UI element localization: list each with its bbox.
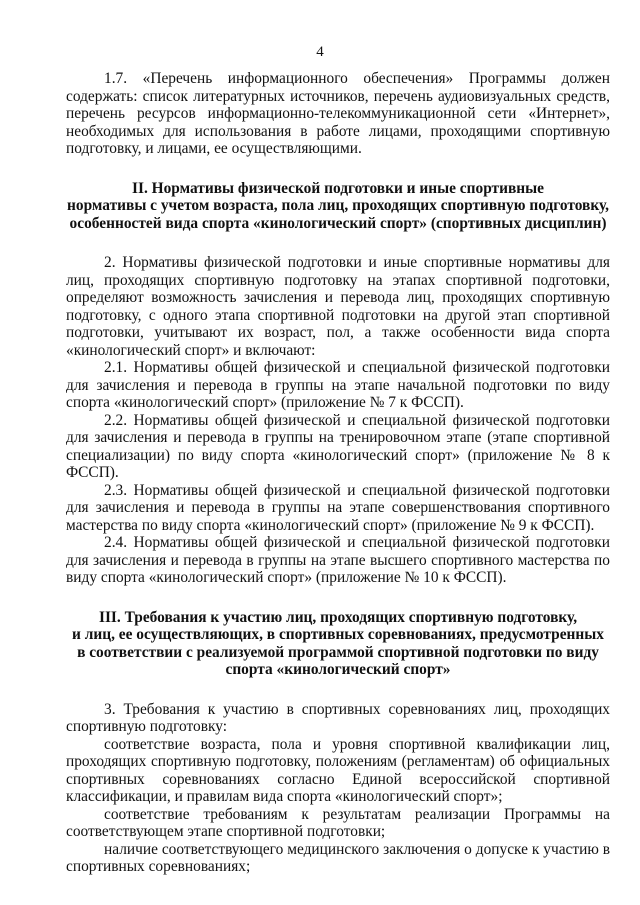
paragraph-2-3: 2.3. Нормативы общей физической и специальной физической подготовки для зачисления и перевода в группы на этапе совершенствования спортивного мастерства по виду спорта «кинологический спорт» (приложение № 9 к ФССП). <box>66 481 610 534</box>
paragraph-2: 2. Нормативы физической подготовки и иные спортивные нормативы для лиц, проходящих спортивную подготовку на этапах спортивной подготовки, определяют возможность зачисления и перевода лиц, проходящих спортивную подготовку, с одного этапа спортивной подготовки на другой этап спортивной подготовки, учитывают их возраст, пол, а также особенности вида спорта «кинологический спорт» и включают: <box>66 254 610 359</box>
section-3-heading-line-2: и лиц, ее осуществляющих, в спортивных соревнованиях, предусмотренных <box>72 626 604 643</box>
section-3-heading-line-3: в соответствии с реализуемой программой спортивной подготовки по виду <box>77 643 599 661</box>
section-3-heading-line-1: III. Требования к участию лиц, проходящих спортивную подготовку, <box>98 608 578 626</box>
section-2-heading-line-3: особенностей вида спорта «кинологический спорт» (спортивных дисциплин) <box>69 214 607 232</box>
section-2-heading-line-1: II. Нормативы физической подготовки и иные спортивные <box>131 179 545 197</box>
section-2-heading-line-2: нормативы с учетом возраста, пола лиц, проходящих спортивную подготовку, <box>67 197 609 214</box>
document-body <box>66 70 610 876</box>
paragraph-2-2: 2.2. Нормативы общей физической и специальной физической подготовки для зачисления и перевода в группы на тренировочном этапе (этапе спортивной специализации) по виду спорта «кинологический спорт» (приложение № 8 к ФССП). <box>66 411 610 481</box>
page-number: 4 <box>316 44 324 60</box>
section-3-heading <box>66 609 610 679</box>
section-3-heading-line-4: спорта «кинологический спорт» <box>225 661 451 678</box>
paragraph-2-4: 2.4. Нормативы общей физической и специальной физической подготовки для зачисления и перевода в группы на этапе высшего спортивного мастерства по виду спорта «кинологический спорт» (приложение № 10 к ФССП). <box>66 534 610 586</box>
paragraph-3-requirement-results: соответствие требованиям к результатам реализации Программы на соответствующем этапе спортивной подготовки; <box>66 805 610 840</box>
section-2-heading <box>66 180 610 233</box>
paragraph-3-requirement-age: соответствие возраста, пола и уровня спортивной квалификации лиц, проходящих спортивную подготовку, положениям (регламентам) об официальных спортивных соревнованиях согласно Единой всероссийской спортивной классификации, и правилам вида спорта «кинологический спорт»; <box>66 735 610 805</box>
paragraph-1-7: 1.7. «Перечень информационного обеспечения» Программы должен содержать: список литературных источников, перечень аудиовизуальных средств, перечень ресурсов информационно-телекоммуникационной сети «Интернет», необходимых для использования в работе лицами, проходящими спортивную подготовку, и лицами, ее осуществляющими. <box>66 70 610 157</box>
paragraph-3-requirement-medical: наличие соответствующего медицинского заключения о допуске к участию в спортивных соревнованиях; <box>66 840 610 875</box>
paragraph-2-1: 2.1. Нормативы общей физической и специальной физической подготовки для зачисления и перевода в группы на этапе начальной подготовки по виду спорта «кинологический спорт» (приложение № 7 к ФССП). <box>66 359 610 411</box>
paragraph-3: 3. Требования к участию в спортивных соревнованиях лиц, проходящих спортивную подготовку: <box>66 700 610 735</box>
